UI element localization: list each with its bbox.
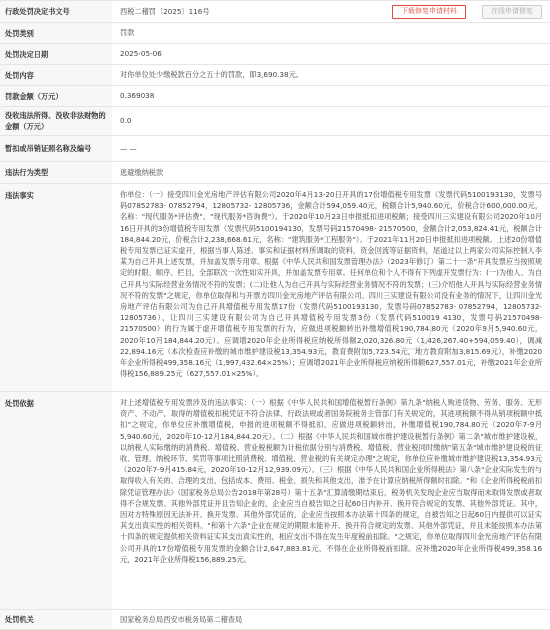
row-category — [0, 23, 550, 44]
fine-value: 0.369038 — [120, 91, 155, 101]
row-doc-no — [0, 1, 550, 23]
violation-label: 违法行为类型 — [0, 162, 112, 183]
row-date — [0, 44, 550, 65]
row-license — [0, 136, 550, 162]
basis-label: 处罚依据 — [0, 392, 112, 609]
row-authority — [0, 610, 550, 630]
row-content — [0, 65, 550, 86]
basis-text: 对上述增值税专用发票涉及的违法事实：（一）根据《中华人民共和国增值税暂行条例》第九条"纳税人购进货物、劳务、服务、无形资产、不动产，取得的增值税扣税凭证不符合法律、行政法规或者国务院税务主管部门有关规定的，其进项税额不得从销项税额中抵扣"之规定，你单位应补缴增值税，申报的进项税额不得抵扣，应做进项税额转出，补缴增值税190,784.80元（2020年7-9月5,940.60元，2020年10-12月184,844.20元）。（二）根据《中华人民共和国城市维护建设税暂行条例》第二条"城市维护建设税，以纳税人实际缴纳的消费税、增值税、营业税税额为计税依据分别与消费税、增值税、营业税同时缴纳"第五条"城市维护建设税的征收、管理、纳税环节、奖罚等事项比照消费税、增值税、营业税的有关规定办理"之规定，你单位应补缴城市维护建设税13,354.93元（2020年7-9月415.84元，2020年10-12月12,939.09元）。（三）根据《中华人民共和国企业所得税法》第八条"企业实际发生的与取得收入有关的、合理的支出，包括成本、费用、税金、损失和其他支出，准予在计算应纳税所得额时扣除。"和《企业所得税税前扣除凭证管理办法》（国家税务总局公告2018年第28号）第十五条"汇算清缴期结束后，税务机关发现企业应当取得而未取得发票或者取得不合规发票、其他外部凭证并且告知企业的，企业应当自被告知之日起60日内补开、换开符合规定的发票、其他外部凭证。其中，因对方特殊原因无法补开、换开发票、其他外部凭证的，企业应当按照本办法第十四条的规定，自被告知之日起60日内提供可以证实其支出真实性的相关资料。"和第十六条"企业在规定的期限未能补开、换开符合规定的发票、其他外部凭证，并且未能按照本办法第十四条的规定提供相关资料证实其支出真实性的，相应支出不得在发生年度税前扣除。"之规定，你单位取得四川金光房地产评估有限公司开具的17份增值税专用发票的金额合计2,647,883.81元，不得在企业所得税前扣除。应补缴2020年企业所得税499,358.16元，2021年企业所得税156,889.25元。 — [120, 398, 542, 564]
facts-value — [112, 184, 550, 391]
row-violation — [0, 162, 550, 184]
license-label: 暂扣或吊销证照名称及编号 — [0, 136, 112, 161]
row-fine — [0, 86, 550, 107]
download-repair-materials-button[interactable]: 下载修复申请材料 — [392, 5, 466, 19]
doc-no-text: 西税二稽罚〔2025〕116号 — [120, 6, 210, 16]
confiscate-value: 0.0 — [120, 116, 132, 126]
date-label: 处罚决定日期 — [0, 44, 112, 64]
basis-value — [112, 392, 550, 609]
category-value: 罚款 — [120, 28, 135, 38]
confiscate-label: 没收违法所得、没收非法财物的金额（万元） — [0, 107, 112, 135]
content-value: 对你单位处少缴税款百分之五十的罚款，即3,690.38元。 — [120, 70, 303, 80]
facts-text: 你单位：（一）接受四川金光房地产评估有限公司2020年4月13-20日开具的17份增值税专用发票（发票代码5100193130，发票号码07852783- 07852794，12805732- 12805736，金额合计594,059.40元，税额合计5,940.60元，价税合计600,000.00元，名称："现代服务*评估费"、"现代服务*咨询费"）。于2020年10月23日申报抵扣进项税额；接受四川三实建设有限公司2020年10月16日开具的3份增值税专用发票（发票代码5100194130，发票号码21570498- 21570500，金额合计2,053,824.41元，税额合计184,844.20元，价税合计2,238,668.61元，名称："建筑服务*工程服务"）。于2021年11月20日申报抵扣进项税额。上述20份增值税专用发票已证实虚开，根据当事人陈述、事实和证据材料所调取的资料，资金回流等证据资料，尾道过以上两家公司实际控制人李某为自己开具上述发票，并加盖发票专用章。根据《中华人民共和国发票管理办法》（2023年修订）第二十一条"开具发票应当按照规定的时限、顺序、栏目，全部联次一次性如实开具，并加盖发票专用章。任何单位和个人不得有下列虚开发票行为：(一)为他人、为自己开具与实际经营业务情况不符的发票；(二)让他人为自己开具与实际经营业务情况不符的发票；(三)介绍他人开具与实际经营业务情况不符的发票"之规定，你单位取得和与开票方四川金光房地产评估有限公司、四川三实建设有限公司没有业务的情况下，让四川金光房地产评估有限公司为自己开具增值税专用发票17份（发票代码5100193130，发票号码07852783- 07852794，12805732- 12805736），让四川三实建设有限公司为自己开具增值税专用发票3份（发票代码510019 4130，发票号码21570498- 21570500）的行为属于虚开增值税专用发票的行为，应做进项税额转出补缴增值税190,784.80元（2020年9月5,940.60元，2020年10月184,844.20元）。应调增2020年企业所得税应纳税所得额2,020,326.80元（1,426,267.40+594,059.40），调减22,894.16元（本次检查应补缴的城市维护建设税13,354.93元，教育费附加5,723.54元，地方教育附加3,815.69元），补缴2020年企业所得税499,358.16元（1,997,432.64×25%）；应调增2021年企业所得税应纳税所得额627,557.01元，补缴2021年企业所得税156,889.25元（627,557.01×25%）。 — [120, 190, 542, 379]
authority-label: 处罚机关 — [0, 610, 112, 629]
online-repair-apply-button[interactable]: 在线申请修复 — [482, 5, 542, 19]
authority-value: 国家税务总局西安市税务局第二稽查局 — [120, 614, 243, 624]
row-facts — [0, 184, 550, 392]
row-basis — [0, 392, 550, 610]
row-confiscate — [0, 107, 550, 136]
license-value: — — — [120, 143, 137, 153]
doc-no-label: 行政处罚决定书文号 — [0, 1, 112, 22]
content-label: 处罚内容 — [0, 65, 112, 85]
date-value: 2025-05-06 — [120, 49, 162, 59]
fine-label: 罚款金额（万元） — [0, 86, 112, 106]
category-label: 处罚类别 — [0, 23, 112, 43]
facts-label: 违法事实 — [0, 184, 112, 391]
doc-no-value — [112, 1, 550, 22]
violation-value: 逃避缴纳税款 — [120, 167, 164, 177]
